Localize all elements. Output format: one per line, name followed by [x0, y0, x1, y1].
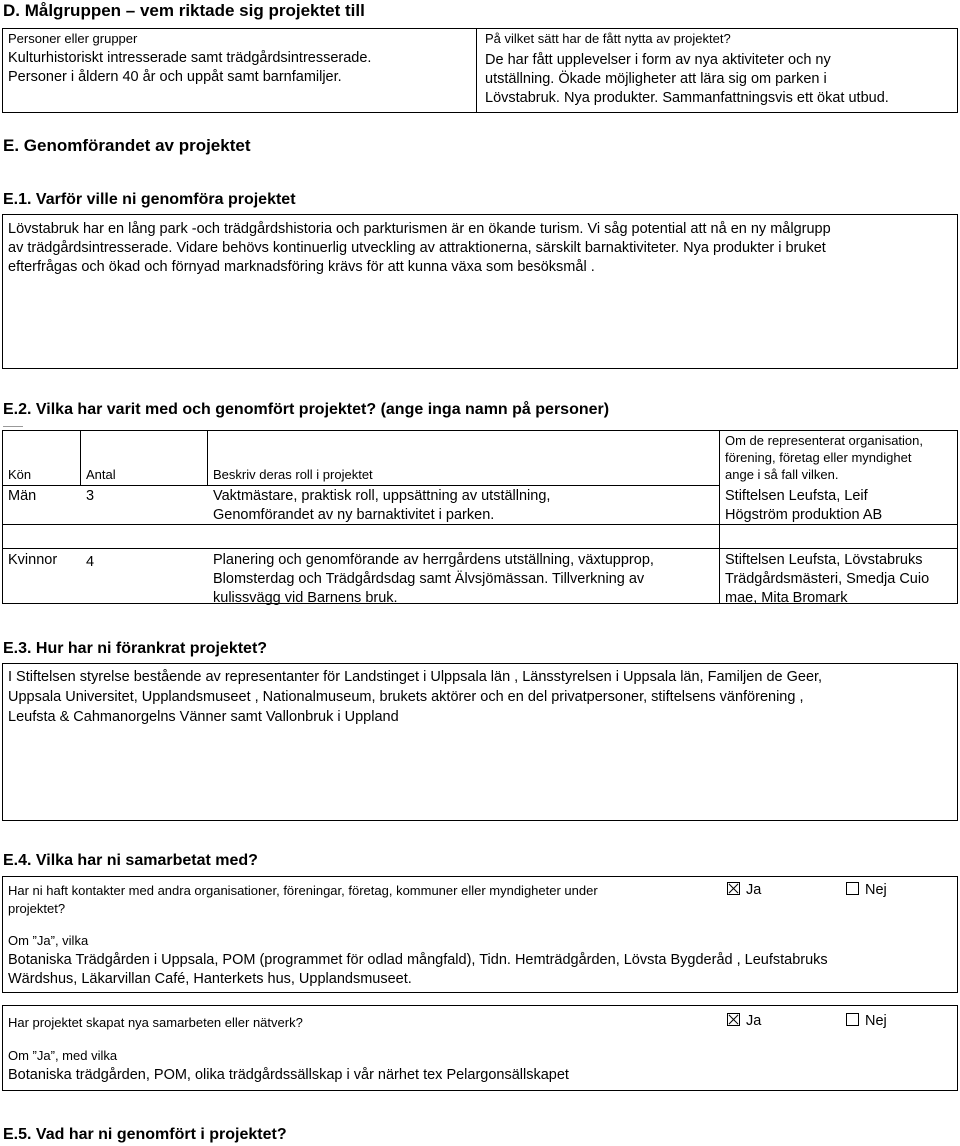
q1-nej-option[interactable] [846, 881, 887, 900]
row-1-roll-1: Vaktmästare, praktisk roll, uppsättning av utställning, [213, 488, 551, 504]
col-antal: Antal [86, 467, 116, 482]
column-divider [476, 29, 477, 113]
row-2-org-1: Stiftelsen Leufsta, Lövstabruks [725, 552, 923, 568]
row-1-kon: Män [8, 488, 37, 504]
q1-line-1: Har ni haft kontakter med andra organisationer, föreningar, företag, kommuner eller myndigheter under [8, 883, 598, 898]
e2-title: E.2. Vilka har varit med och genomfört projektet? (ange inga namn på personer) [3, 401, 610, 418]
e3-answer-box [2, 663, 958, 821]
e1-line-2: av trädgårdsintresserade. Vidare behövs kontinuerlig utveckling av attraktionerna, särskilt barnaktiviteter. Nya produkter i bruket [8, 240, 826, 256]
checkbox-checked-icon[interactable] [727, 882, 740, 895]
q2-nej-option[interactable] [846, 1012, 887, 1031]
benefit-line-1: De har fått upplevelser i form av nya aktiviteter och ny [485, 52, 831, 68]
e5-title: E.5. Vad har ni genomfört i projektet? [3, 1126, 287, 1143]
q2-ja-label: Ja [746, 1013, 762, 1029]
e1-line-3: efterfrågas och ökad och förnyad marknadsföring krävs för att kunna växa som besöksmål . [8, 259, 595, 275]
divider-mark [3, 426, 23, 427]
row-2-antal: 4 [86, 554, 95, 570]
q1-answer-1: Botaniska Trädgården i Uppsala, POM (programmet för odlad mångfald), Tidn. Hemträdgården, Lövsta Bygderåd , Leufstabruks [8, 952, 828, 968]
col-org-2: förening, företag eller myndighet [725, 450, 912, 465]
col-roll: Beskriv deras roll i projektet [213, 467, 373, 482]
q1-line-2: projektet? [8, 901, 66, 916]
persons-text-1: Kulturhistoriskt intresserade samt trädgårdsintresserade. [8, 50, 372, 66]
row-2-org-3: mae, Mita Bromark [725, 590, 848, 606]
section-e-title: E. Genomförandet av projektet [3, 136, 251, 155]
row-1-antal: 3 [86, 488, 95, 504]
col-kon: Kön [8, 467, 32, 482]
q2-ja-option[interactable] [727, 1012, 761, 1031]
persons-label: Personer eller grupper [8, 31, 138, 46]
row-1-org-1: Stiftelsen Leufsta, Leif [725, 488, 868, 504]
checkbox-empty-icon[interactable] [846, 882, 859, 895]
benefit-line-3: Lövstabruk. Nya produkter. Sammanfattningsvis ett ökat utbud. [485, 90, 889, 106]
row-2-roll-1: Planering och genomförande av herrgårdens utställning, växtupprop, [213, 552, 654, 568]
q1-nej-label: Nej [865, 882, 887, 898]
persons-text-2: Personer i åldern 40 år och uppåt samt barnfamiljer. [8, 69, 342, 85]
e3-line-2: Uppsala Universitet, Upplandsmuseet , Nationalmuseum, brukets aktörer och en del privatpersoner, stiftelsens vänförening , [8, 689, 804, 705]
e4-networks-box [2, 1005, 958, 1091]
section-d-title: D. Målgruppen – vem riktade sig projektet till [3, 1, 365, 20]
e1-answer-box [2, 214, 958, 369]
col-org-1: Om de representerat organisation, [725, 433, 923, 448]
row-2-top-line [3, 548, 957, 549]
q2-followup: Om ”Ja”, med vilka [8, 1048, 118, 1063]
row-1-roll-2: Genomförandet av ny barnaktivitet i parken. [213, 507, 495, 523]
benefit-label: På vilket sätt har de fått nytta av projektet? [485, 31, 731, 46]
checkbox-checked-icon[interactable] [727, 1013, 740, 1026]
e3-title: E.3. Hur har ni förankrat projektet? [3, 640, 268, 657]
row-2-kon: Kvinnor [8, 552, 58, 568]
col-line-3 [719, 431, 720, 603]
q1-followup: Om ”Ja”, vilka [8, 933, 89, 948]
e1-line-1: Lövstabruk har en lång park -och trädgårdshistoria och parkturismen är en ökande turism. Vi såg potential att nå en ny målgrupp [8, 221, 831, 237]
q1-ja-option[interactable] [727, 881, 761, 900]
col-line-2 [207, 431, 208, 486]
e1-title: E.1. Varför ville ni genomföra projektet [3, 191, 296, 208]
e3-line-1: I Stiftelsen styrelse bestående av representanter för Landstinget i Ulppsala län , Länsstyrelsen i Uppsala län, Familjen de Geer, [8, 669, 823, 685]
q2-text: Har projektet skapat nya samarbeten eller nätverk? [8, 1015, 303, 1030]
participants-table [2, 430, 958, 604]
col-line-1 [80, 431, 81, 486]
e4-title: E.4. Vilka har ni samarbetat med? [3, 852, 258, 869]
row-2-roll-3: kulissvägg vid Barnens bruk. [213, 590, 398, 606]
row-1-org-2: Högström produktion AB [725, 507, 883, 523]
q1-ja-label: Ja [746, 882, 762, 898]
q2-nej-label: Nej [865, 1013, 887, 1029]
col-org-3: ange i så fall vilken. [725, 467, 839, 482]
target-group-table [2, 28, 958, 113]
e4-contacts-box [2, 876, 958, 993]
row-2-roll-2: Blomsterdag och Trädgårdsdag samt Älvsjömässan. Tillverkning av [213, 571, 645, 587]
e3-line-3: Leufsta & Cahmanorgelns Vänner samt Vallonbruk i Uppland [8, 709, 399, 725]
q2-answer: Botaniska trädgården, POM, olika trädgårdssällskap i vår närhet tex Pelargonsällskapet [8, 1067, 569, 1083]
benefit-line-2: utställning. Ökade möjligheter att lära sig om parken i [485, 71, 827, 87]
q1-answer-2: Wärdshus, Läkarvillan Café, Hanterkets hus, Upplandsmuseet. [8, 971, 412, 987]
checkbox-empty-icon[interactable] [846, 1013, 859, 1026]
row-2-org-2: Trädgårdsmästeri, Smedja Cuio [725, 571, 930, 587]
header-row-line [3, 485, 719, 486]
